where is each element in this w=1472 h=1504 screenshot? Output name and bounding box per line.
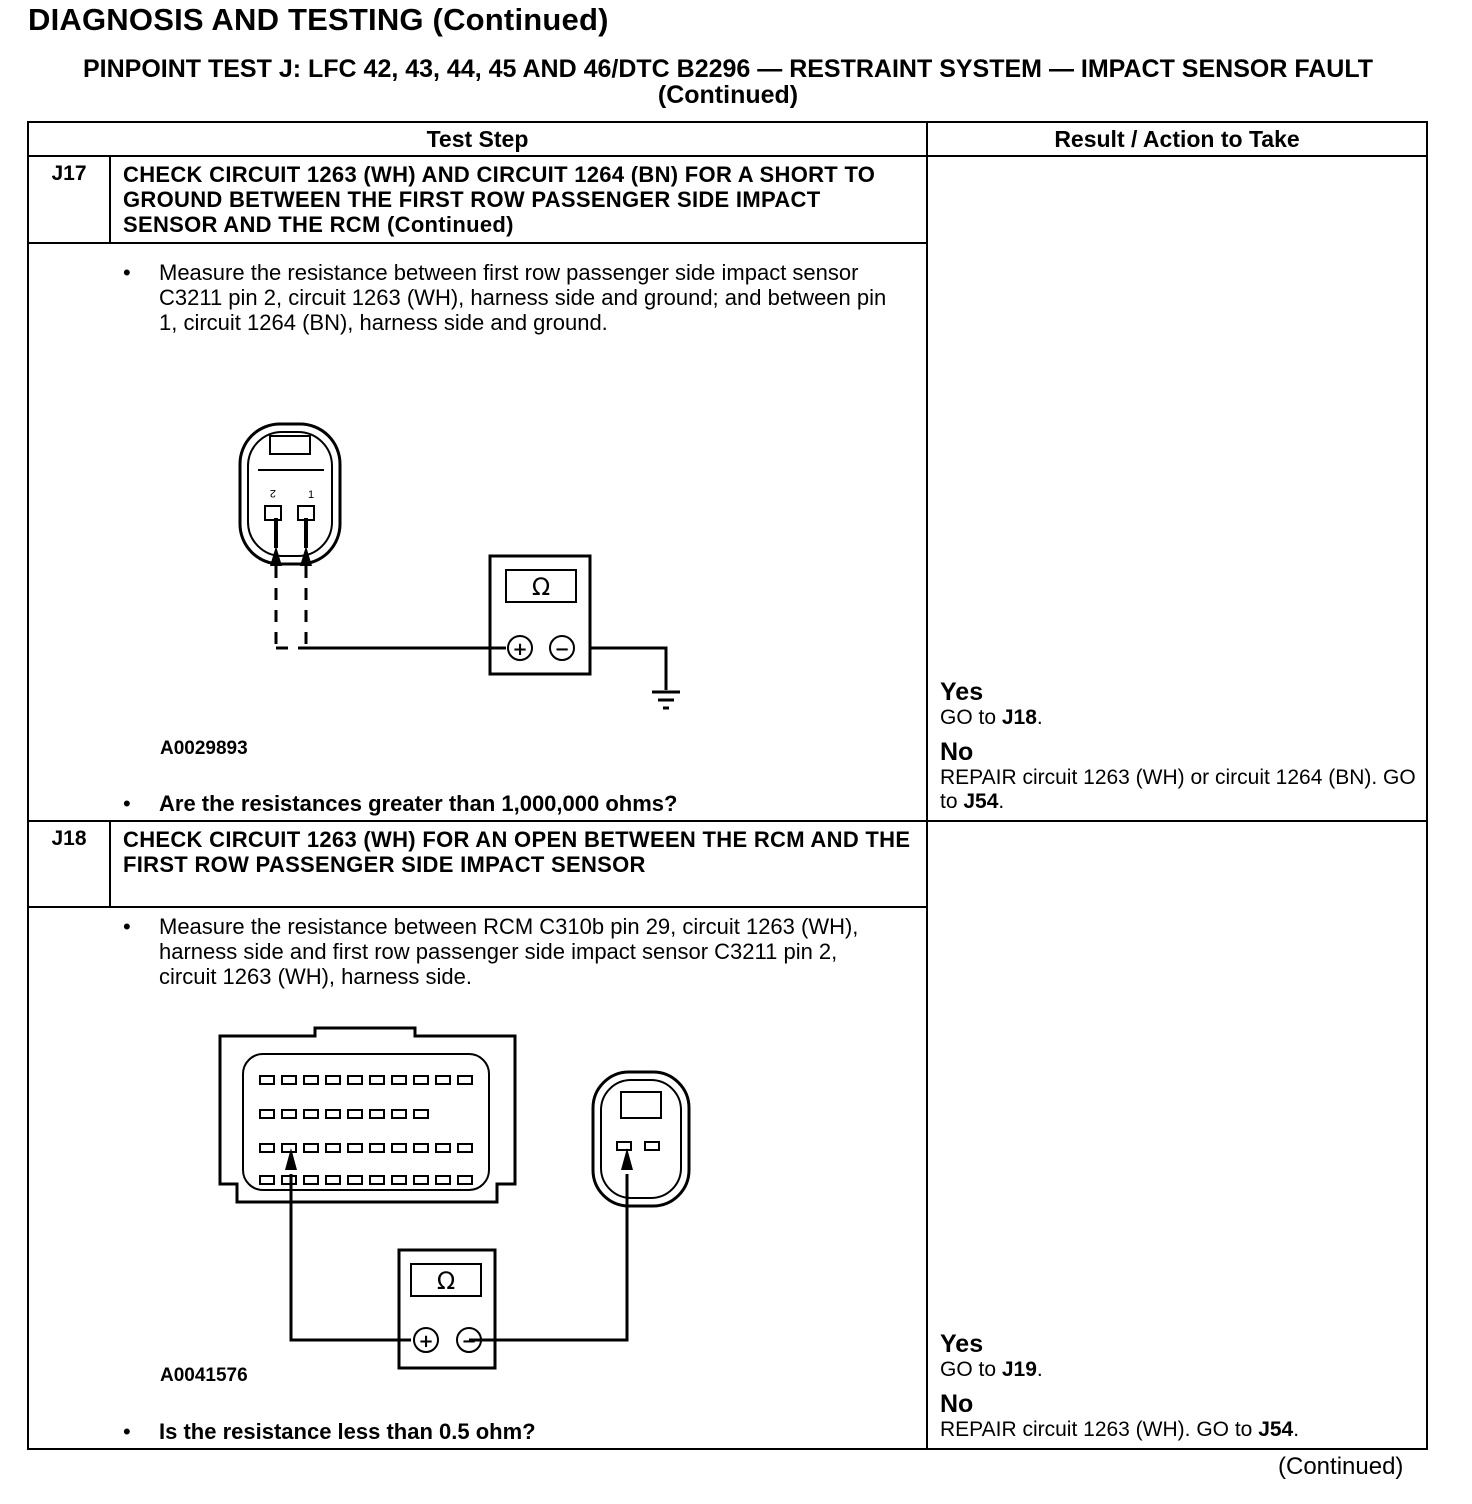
- question-text: Are the resistances greater than 1,000,000 ohms?: [159, 791, 678, 816]
- minus-terminal-label: −: [461, 1331, 477, 1352]
- j18-title-rule: [27, 906, 927, 908]
- yes-goto-link[interactable]: J19: [1001, 1358, 1037, 1381]
- no-label: No: [940, 738, 974, 766]
- j18-number-divider: [109, 821, 111, 907]
- plus-terminal-label: +: [512, 639, 528, 660]
- instruction-text: Measure the resistance between first row passenger side impact sensor C3211 pin 2, circuit 1263 (WH), harness side and ground; and between pin 1, circuit 1264 (BN), harness side and ground.: [159, 260, 887, 335]
- pinpoint-test-title: PINPOINT TEST J: LFC 42, 43, 44, 45 AND 46/DTC B2296 — RESTRAINT SYSTEM — IMPACT SENSOR FAULT (Continued): [82, 55, 1374, 109]
- header-result-action: Result / Action to Take: [1054, 126, 1300, 152]
- no-goto-link[interactable]: J54: [963, 790, 999, 813]
- result-action: [940, 1330, 1420, 1442]
- yes-label: Yes: [940, 678, 984, 706]
- minus-terminal-label: −: [554, 639, 570, 660]
- header-test-step: Test Step: [426, 126, 529, 152]
- column-divider: [926, 121, 928, 1450]
- rcm-to-sensor-diagram: [215, 1024, 695, 1374]
- no-goto-link[interactable]: J54: [1258, 1418, 1294, 1441]
- step-title: CHECK CIRCUIT 1263 (WH) FOR AN OPEN BETWEEN THE RCM AND THE FIRST ROW PASSENGER SIDE IMPACT SENSOR: [123, 827, 911, 877]
- instruction-text: Measure the resistance between RCM C310b pin 29, circuit 1263 (WH), harness side and first row passenger side impact sensor C3211 pin 2, circuit 1263 (WH), harness side.: [159, 914, 859, 989]
- question-text: Is the resistance less than 0.5 ohm?: [159, 1419, 536, 1444]
- page-heading: DIAGNOSIS AND TESTING (Continued): [28, 2, 609, 37]
- bullet: •: [123, 1419, 131, 1444]
- ohm-symbol: Ω: [436, 1267, 456, 1295]
- no-action: REPAIR circuit 1263 (WH). GO to J54.: [940, 1418, 1300, 1441]
- figure-id: A0029893: [160, 738, 248, 759]
- pin2-label: 2: [269, 487, 276, 499]
- bullet: •: [123, 260, 131, 285]
- bullet: •: [123, 914, 131, 939]
- plus-terminal-label: +: [418, 1331, 434, 1352]
- step-number: J18: [51, 827, 87, 850]
- bullet: •: [123, 791, 131, 816]
- header-rule: [27, 155, 1428, 157]
- ohm-symbol: Ω: [531, 573, 551, 601]
- ohmmeter-to-ground-diagram: [230, 418, 690, 718]
- pin1-label: 1: [308, 489, 315, 501]
- yes-action: GO to J18.: [940, 706, 1043, 729]
- yes-label: Yes: [940, 1330, 984, 1358]
- step-separator: [27, 820, 1428, 822]
- j17-title-rule: [27, 242, 927, 244]
- result-action: [940, 678, 1420, 814]
- step-title: CHECK CIRCUIT 1263 (WH) AND CIRCUIT 1264 (BN) FOR A SHORT TO GROUND BETWEEN THE FIRST ROW PASSENGER SIDE IMPACT SENSOR AND THE RCM (Continued): [123, 162, 876, 237]
- no-action: REPAIR circuit 1263 (WH) or circuit 1264 (BN). GO to J54.: [940, 766, 1416, 813]
- figure-id: A0041576: [160, 1365, 248, 1386]
- no-label: No: [940, 1390, 974, 1418]
- continued-note: (Continued): [1278, 1453, 1404, 1480]
- j17-number-divider: [109, 156, 111, 243]
- yes-action: GO to J19.: [940, 1358, 1043, 1381]
- yes-goto-link[interactable]: J18: [1001, 706, 1037, 729]
- step-number: J17: [51, 162, 87, 185]
